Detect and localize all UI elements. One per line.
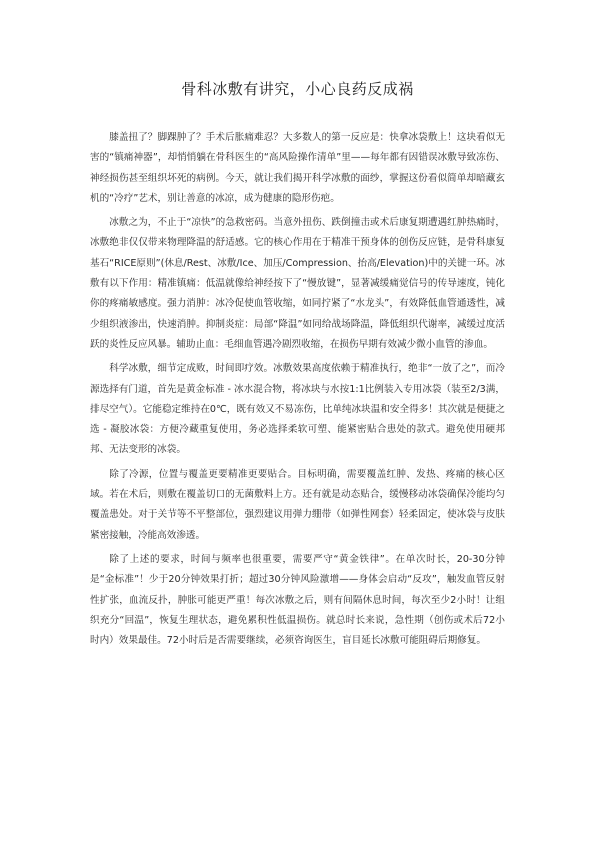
paragraph-position: 除了冷源，位置与覆盖更要精准更要贴合。目标明确，需要覆盖红肿、发热、疼痛的核心区域。若在术后，则敷在覆盖切口的无菌敷料上方。还有就是动态贴合，缓慢移动冰袋确保冷能均匀覆盖患处。对于关节等不平整部位，强烈建议用弹力绷带（如弹性网套）轻柔固定，使冰袋与皮肤紧密接触，冷能高效渗透。 [90, 468, 505, 541]
paragraph-cold-source: 科学冰敷，细节定成败，时间即疗效。冰敷效果高度依赖于精准执行，绝非“一放了之”，而冷源选择有门道，首先是黄金标准 - 冰水混合物，将冰块与水按1:1比例装入专用冰袋（装至2/3满，排尽空气）。它能稳定维持在0℃，既有效又不易冻伤，比单纯冰块温和安全得多！其次就是便捷之选 - 凝胶冰袋：方便冷藏重复使用，务必选择柔软可塑、能紧密贴合患处的款式。避免使用硬邦邦、无法变形的冰袋。 [90, 363, 506, 456]
paragraph-ice-function: 冰敷之为，不止于“凉快”的急救密码。当意外扭伤、跌倒撞击或术后康复期遭遇红肿热痛时，冰敷绝非仅仅带来物理降温的舒适感。它的核心作用在于精准干预身体的创伤反应链，是骨科康复基石“RICE原则”(休息/Rest、冰敷/Ice、加压/Compression、抬高/Elevation)中的关键一环。冰敷有以下作用：精准镇痛：低温就像给神经按下了“慢放键”，显著减缓痛觉信号的传导速度，钝化你的疼痛敏感度。强力消肿：冰冷促使血管收缩，如同拧紧了“水龙头”，有效降低血管通透性，减少组织液渗出，快速消肿。抑制炎症：局部“降温”如同给战场降温，降低组织代谢率，减缓过度活跃的炎性反应风暴。辅助止血：毛细血管遇冷剧烈收缩，在损伤早期有效减少微小血管的渗血。 [90, 217, 505, 350]
document-title: 骨科冰敷有讲究，小心良药反成祸 [181, 80, 414, 98]
paragraph-intro: 膝盖扭了？脚踝肿了？手术后胀痛难忍？大多数人的第一反应是：快拿冰袋敷上！这块看似无害的“镇痛神器”，却悄悄躺在骨科医生的“高风险操作清单”里——每年都有因错误冰敷导致冻伤、神经损伤甚至组织坏死的病例。今天，就让我们揭开科学冰敷的面纱，掌握这份看似简单却暗藏玄机的“冷疗”艺术，别让善意的冰凉，成为健康的隐形伤疤。 [90, 132, 505, 204]
document-body [90, 128, 505, 655]
paragraph-timing: 除了上述的要求，时间与频率也很重要，需要严守“黄金铁律”。在单次时长，20-30分钟是“金标准”！少于20分钟效果打折；超过30分钟风险激增——身体会启动“反攻”，触发血管反射性扩张，血流反扑，肿胀可能更严重！每次冰敷之后，则有间隔休息时间，每次至少2小时！让组织充分“回温”，恢复生理状态，避免累积性低温损伤。就总时长来说，急性期（创伤或术后72小时内）效果最佳。72小时后是否需要继续，必须咨询医生，盲目延长冰敷可能阻碍后期修复。 [90, 553, 505, 647]
